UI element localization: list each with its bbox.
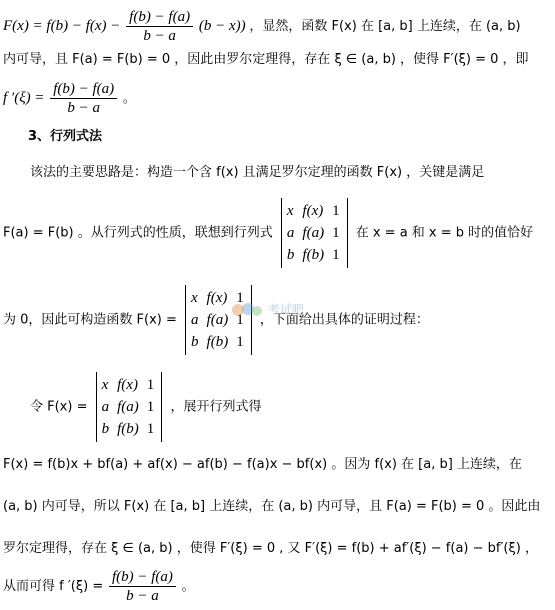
line-6 <box>3 285 429 355</box>
det-cell: f(a) <box>206 312 229 328</box>
fraction <box>126 8 193 45</box>
text: (a, b) 内可导，所以 F(x) 在 [a, b] 上连续，在 (a, b) 内可导，且 F(a) = F(b) = 0 。因此由 <box>3 499 541 514</box>
text: F(x) = f(b)x + bf(a) + af(x) − af(b) − f(a)x − bf(x) 。因为 f(x) 在 [a, b] 上连续，在 <box>3 457 522 472</box>
det-cell: 1 <box>146 399 155 415</box>
determinant <box>185 285 252 355</box>
det-cell: a <box>191 312 199 328</box>
fraction-numerator: f(b) − f(a) <box>126 8 193 27</box>
fraction-denominator: b − a <box>143 28 176 44</box>
text: 为 0，因此可构造函数 F(x) = <box>3 312 177 328</box>
fraction-numerator: f(b) − f(a) <box>109 568 176 587</box>
line-9 <box>3 497 540 517</box>
det-cell: 1 <box>332 225 340 241</box>
det-cell: 1 <box>236 312 244 328</box>
line-10 <box>3 539 538 559</box>
det-cell: f(b) <box>117 421 139 437</box>
watermark-logo-icon <box>230 300 264 320</box>
text: 该法的主要思路是：构造一个含 f(x) 且满足罗尔定理的函数 F(x) ，关键是满足 <box>30 165 485 180</box>
det-cell: b <box>191 334 199 350</box>
determinant <box>96 372 163 442</box>
det-cell: f(a) <box>302 225 325 241</box>
formula-lhs: F(x) = f(b) − f(x) − <box>3 17 121 34</box>
det-cell: 1 <box>236 334 244 350</box>
fraction-denominator: b − a <box>126 588 159 604</box>
text: ，显然，函数 F(x) 在 [a, b] 上连续，在 (a, b) <box>249 18 521 34</box>
line-7 <box>30 372 261 442</box>
section-heading: 3、行列式法 <box>28 129 103 144</box>
det-cell: 1 <box>146 377 155 393</box>
det-cell: f(x) <box>117 377 138 393</box>
det-cell: b <box>286 247 295 263</box>
text: ，下面给出具体的证明过程： <box>259 312 429 328</box>
fraction-denominator: b − a <box>67 100 101 116</box>
det-cell: x <box>286 203 294 219</box>
det-cell: 1 <box>146 421 155 437</box>
det-cell: b <box>101 421 110 437</box>
det-cell: a <box>286 225 295 241</box>
fraction <box>109 568 176 605</box>
det-cell: f(a) <box>117 399 139 415</box>
det-cell: 1 <box>332 203 340 219</box>
line-5 <box>3 198 533 268</box>
watermark <box>230 300 304 320</box>
fraction <box>50 80 117 117</box>
fraction-numerator: f(b) − f(a) <box>50 80 117 99</box>
formula-lhs: 从而可得 f ′(ξ) = <box>3 578 104 594</box>
watermark-text: 考试吧 <box>267 302 304 317</box>
formula-lhs: f ′(ξ) = <box>3 89 45 106</box>
line-3 <box>3 80 136 117</box>
determinant <box>281 198 348 268</box>
line-2 <box>3 50 529 70</box>
det-cell: f(x) <box>206 290 228 306</box>
text: 内可导，且 F(a) = F(b) = 0 ，因此由罗尔定理得，存在 ξ ∈ (a, b) ，使得 F′(ξ) = 0 ，即 <box>3 52 529 67</box>
det-cell: f(b) <box>302 247 325 263</box>
det-cell: a <box>101 399 110 415</box>
det-cell: 1 <box>236 290 244 306</box>
line-1 <box>3 8 521 45</box>
text: 在 x = a 和 x = b 时的值恰好 <box>355 225 534 241</box>
line-4 <box>30 163 484 183</box>
det-cell: x <box>101 377 109 393</box>
text: 罗尔定理得，存在 ξ ∈ (a, b) ，使得 F′(ξ) = 0 , 又 F′(ξ) = f(b) + af′(ξ) − f(a) − bf′(ξ) ， <box>3 541 538 556</box>
det-cell: 1 <box>332 247 340 263</box>
text: 令 F(x) = <box>30 399 88 415</box>
line-8 <box>3 455 522 475</box>
det-cell: f(b) <box>206 334 229 350</box>
det-cell: f(x) <box>302 203 324 219</box>
line-11 <box>3 568 195 605</box>
text: ，展开行列式得 <box>170 399 262 415</box>
text: 。 <box>181 578 195 594</box>
det-cell: x <box>191 290 198 306</box>
text: 。 <box>122 90 136 106</box>
formula-rhs: (b − x)) <box>198 17 246 34</box>
text: F(a) = F(b) 。从行列式的性质，联想到行列式 <box>3 225 273 241</box>
